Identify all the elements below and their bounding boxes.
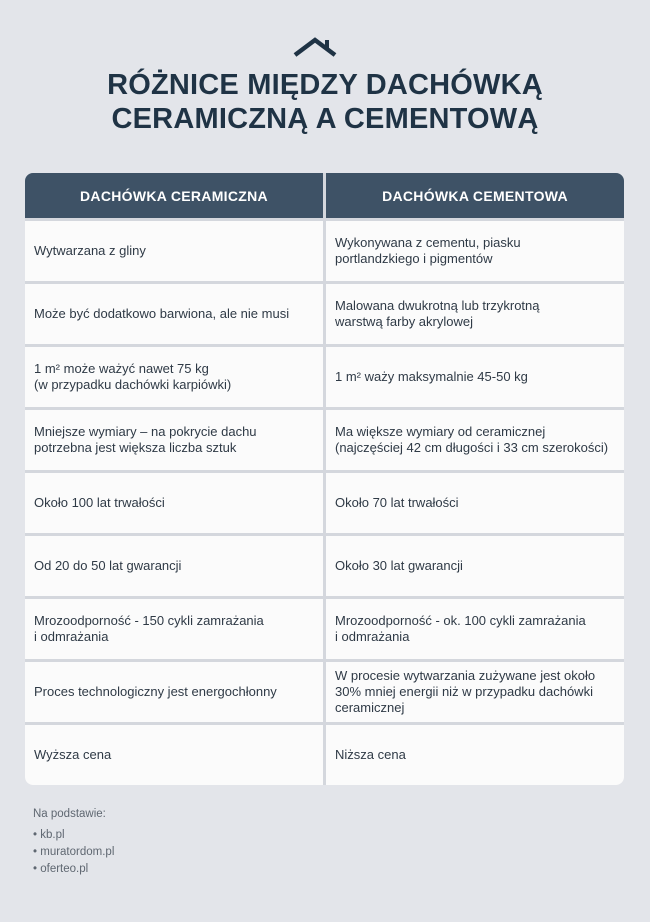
cell-ceramic: Może być dodatkowo barwiona, ale nie musi xyxy=(25,284,323,344)
table-row xyxy=(25,659,624,722)
source-item: • kb.pl xyxy=(33,827,114,844)
cell-ceramic: Mrozoodporność - 150 cykli zamrażania i odmrażania xyxy=(25,599,323,659)
sources-label: Na podstawie: xyxy=(33,808,106,820)
table-row xyxy=(25,221,624,281)
table-row xyxy=(25,344,624,407)
cell-cement: Około 70 lat trwałości xyxy=(323,473,624,533)
table-row xyxy=(25,407,624,470)
cell-cement: W procesie wytwarzania zużywane jest około 30% mniej energii niż w przypadku dachówki ceramicznej xyxy=(323,662,624,722)
cell-ceramic: Proces technologiczny jest energochłonny xyxy=(25,662,323,722)
sources xyxy=(33,806,114,878)
cell-cement: Ma większe wymiary od ceramicznej (najczęściej 42 cm długości i 33 cm szerokości) xyxy=(323,410,624,470)
table-row xyxy=(25,470,624,533)
cell-ceramic: Wyższa cena xyxy=(25,725,323,785)
sources-list xyxy=(33,827,114,878)
cell-cement: Malowana dwukrotną lub trzykrotną warstwą farby akrylowej xyxy=(323,284,624,344)
roof-icon xyxy=(292,36,338,58)
table-row xyxy=(25,722,624,785)
cell-cement: 1 m² waży maksymalnie 45-50 kg xyxy=(323,347,624,407)
header-ceramic: DACHÓWKA CERAMICZNA xyxy=(80,187,268,204)
cell-ceramic: Mniejsze wymiary – na pokrycie dachu potrzebna jest większa liczba sztuk xyxy=(25,410,323,470)
cell-ceramic: Około 100 lat trwałości xyxy=(25,473,323,533)
title-line-2: CERAMICZNĄ A CEMENTOWĄ xyxy=(111,103,539,135)
cell-cement: Około 30 lat gwarancji xyxy=(323,536,624,596)
cell-cement: Mrozoodporność - ok. 100 cykli zamrażania i odmrażania xyxy=(323,599,624,659)
header-cement: DACHÓWKA CEMENTOWA xyxy=(323,173,624,218)
cell-ceramic: 1 m² może ważyć nawet 75 kg (w przypadku dachówki karpiówki) xyxy=(25,347,323,407)
table-row xyxy=(25,533,624,596)
cell-cement: Wykonywana z cementu, piasku portlandzkiego i pigmentów xyxy=(323,221,624,281)
comparison-table xyxy=(25,173,624,785)
cell-cement: Niższa cena xyxy=(323,725,624,785)
source-item: • muratordom.pl xyxy=(33,844,114,861)
source-item: • oferteo.pl xyxy=(33,861,114,878)
cell-ceramic: Od 20 do 50 lat gwarancji xyxy=(25,536,323,596)
table-row xyxy=(25,596,624,659)
table-row xyxy=(25,281,624,344)
title-line-1: RÓŻNICE MIĘDZY DACHÓWKĄ xyxy=(107,69,543,101)
cell-ceramic: Wytwarzana z gliny xyxy=(25,221,323,281)
table-header xyxy=(25,173,624,221)
page-title xyxy=(0,68,650,136)
